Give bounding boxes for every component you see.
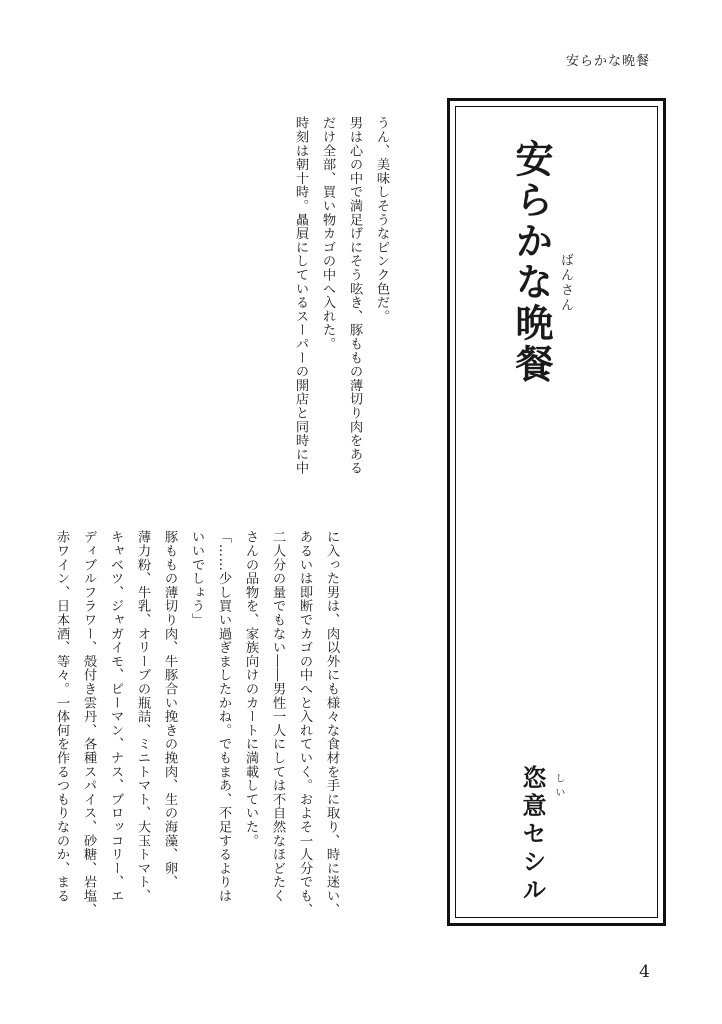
body-line: うん、美味しそうなピンク色だ。 xyxy=(374,116,389,323)
body-line: に入った男は、肉以外にも様々な食材を手に取り、時に迷い、 xyxy=(324,530,339,917)
page-number: 4 xyxy=(639,962,650,982)
body-line: 時刻は朝十時。贔屓にしているスーパーの開店と同時に中 xyxy=(293,116,308,475)
body-line: 赤ワイン、日本酒、等々。一体何を作るつもりなのか、まる xyxy=(54,530,69,903)
title-box xyxy=(447,98,666,926)
body-line: 薄力粉、牛乳、オリーブの瓶詰、ミニトマト、大玉トマト、 xyxy=(135,530,150,903)
title-ruby: ばんさん xyxy=(558,253,573,313)
body-line: だけ全部、買い物カゴの中へ入れた。 xyxy=(320,116,335,351)
body-text-upper xyxy=(287,116,395,475)
body-line: さんの品物を、家族向けのカートに満載していた。 xyxy=(243,530,258,848)
body-line: あるいは即断でカゴの中へと入れていく。およそ一人分でも、 xyxy=(297,530,312,917)
body-line: 二人分の量でもない――男性一人にしては不自然なほどたく xyxy=(270,530,285,903)
author-ruby: しい xyxy=(553,773,564,801)
body-line: 豚ももの薄切り肉、牛豚合い挽きの挽肉、生の海藻、卵、 xyxy=(162,530,177,889)
body-line: 「……少し買い過ぎましたかね。でもまあ、不足するよりは xyxy=(216,530,231,903)
body-line: キャベツ、ジャガイモ、ピーマン、ナス、ブロッコリー、エ xyxy=(108,530,123,903)
story-title: 安らかな晩餐 xyxy=(509,139,554,385)
author-name: 恣意セシル xyxy=(518,765,547,905)
body-line: いいでしょう」 xyxy=(189,530,204,627)
body-line: 男は心の中で満足げにそう呟き、豚ももの薄切り肉をある xyxy=(347,116,362,475)
body-text-lower xyxy=(48,530,345,916)
body-line: ディブルフラワー、殻付き雲丹、各種スパイス、砂糖、岩塩、 xyxy=(81,530,96,917)
running-title: 安らかな晩餐 xyxy=(565,54,650,69)
